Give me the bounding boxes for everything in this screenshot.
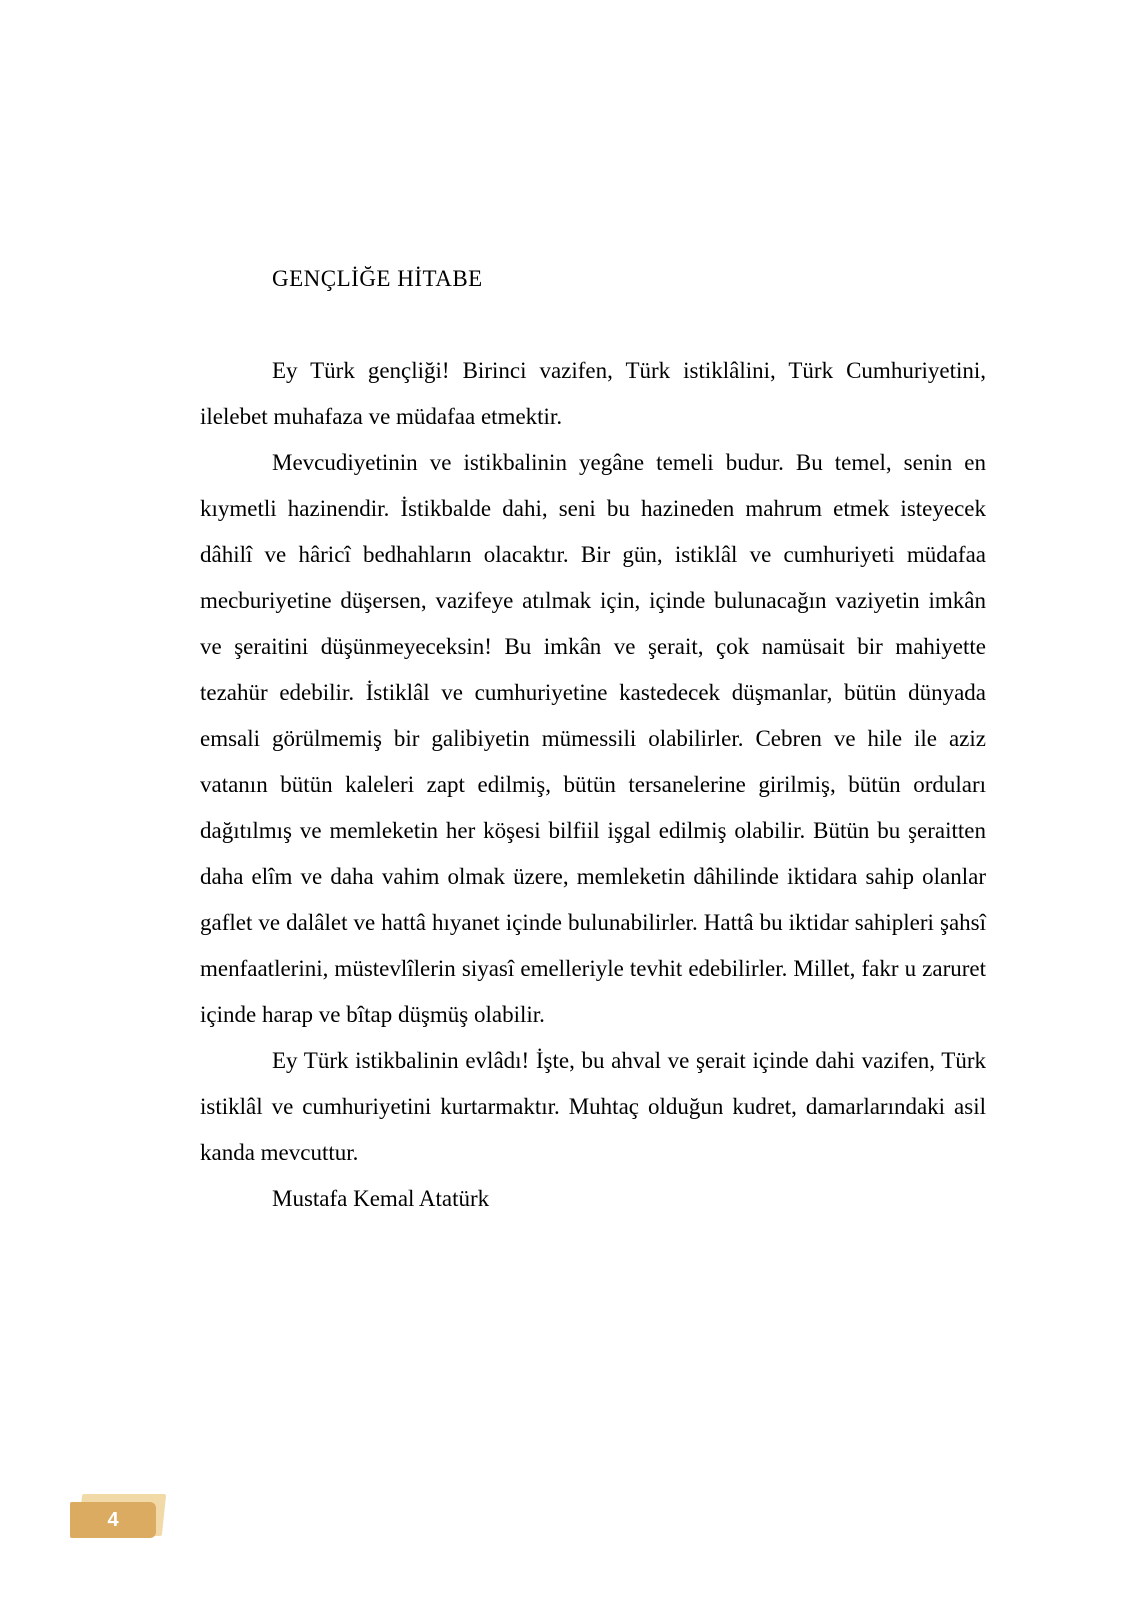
paragraph: Ey Türk gençliği! Birinci vazifen, Türk istiklâlini, Türk Cumhuriyetini, ilelebet muhafaza ve müdafaa etmektir. <box>200 358 986 429</box>
paragraph: Ey Türk istikbalinin evlâdı! İşte, bu ahval ve şerait içinde dahi vazifen, Türk istiklâl ve cumhuriyetini kurtarmaktır. Muhtaç olduğun kudret, damarlarındaki asil kanda mevcuttur. <box>200 1048 986 1165</box>
paragraph: Mevcudiyetinin ve istikbalinin yegâne temeli budur. Bu temel, senin en kıymetli hazinendir. İstikbalde dahi, seni bu hazineden mahrum etmek isteyecek dâhilî ve hâricî bedhahların olacaktır. Bir gün, istiklâl ve cumhuriyeti müdafaa mecburiyetine düşersen, vazifeye atılmak için, içinde bulunacağın vaziyetin imkân ve şeraitini düşünmeyeceksin! Bu imkân ve şerait, çok namüsait bir mahiyette tezahür edebilir. İstiklâl ve cumhuriyetine kastedecek düşmanlar, bütün dünyada emsali görülmemiş bir galibiyetin mümessili olabilirler. Cebren ve hile ile aziz vatanın bütün kaleleri zapt edilmiş, bütün tersanelerine girilmiş, bütün orduları dağıtılmış ve memleketin her köşesi bilfiil işgal edilmiş olabilir. Bütün bu şeraitten daha elîm ve daha vahim olmak üzere, memleketin dâhilinde iktidara sahip olanlar gaflet ve dalâlet ve hattâ hıyanet içinde bulunabilirler. Hattâ bu iktidar sahipleri şahsî menfaatlerini, müstevlîlerin siyasî emelleriyle tevhit edebilirler. Millet, fakr u zaruret içinde harap ve bîtap düşmüş olabilir. <box>200 450 986 1027</box>
page-title: GENÇLİĞE HİTABE <box>272 266 483 291</box>
signature: Mustafa Kemal Atatürk <box>272 1186 490 1211</box>
page-number-tab <box>70 1500 166 1542</box>
text-block <box>200 256 986 1222</box>
page-tab-front-shape <box>70 1502 156 1538</box>
page-number: 4 <box>107 1508 119 1531</box>
